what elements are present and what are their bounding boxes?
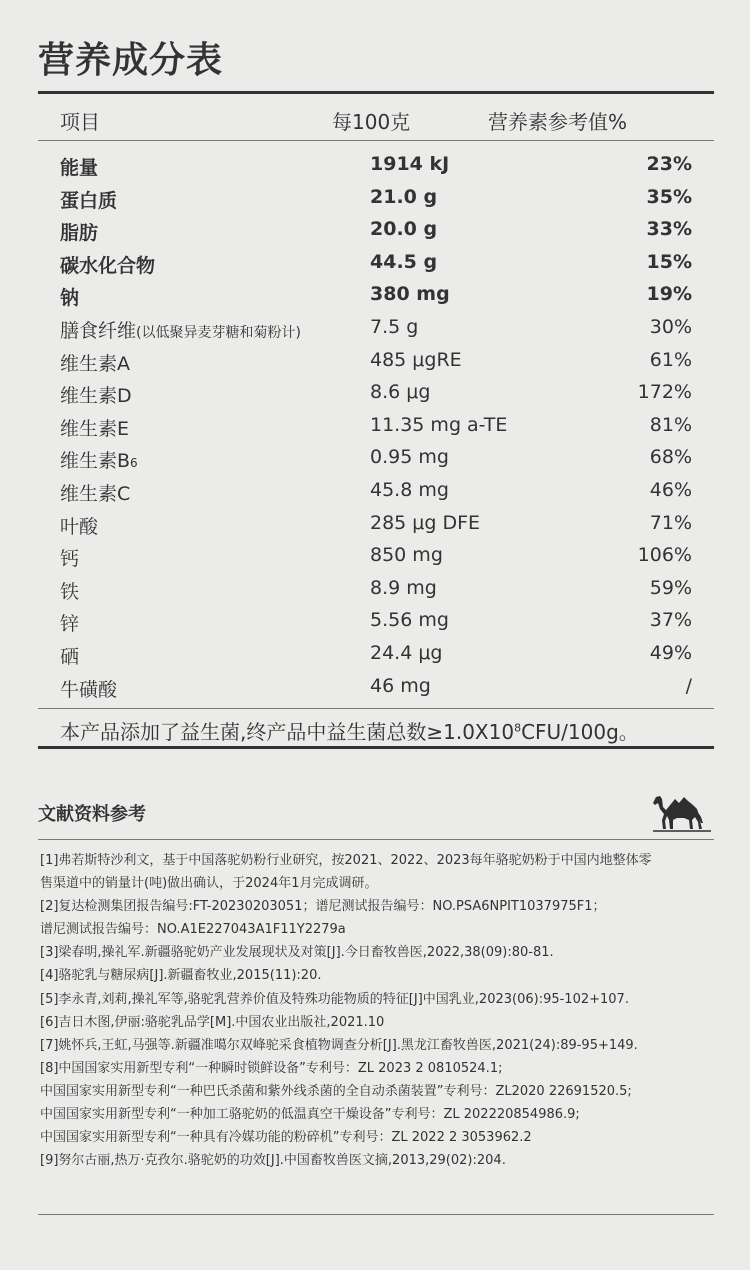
nutrient-nrv: 46%	[649, 478, 692, 501]
nutrient-row	[38, 604, 714, 637]
nutrient-nrv: 81%	[649, 413, 692, 436]
nutrient-row	[38, 213, 714, 246]
nutrient-name-text: 铁	[60, 580, 80, 603]
references-top-rule	[38, 839, 714, 840]
reference-line: 中国国家实用新型专利“一种加工骆驼奶的低温真空干燥设备”专利号：ZL 202220854986.9;	[40, 1107, 580, 1123]
references-bottom-rule	[38, 1214, 714, 1215]
nutrient-amount: 7.5 g	[370, 315, 419, 338]
nutrient-name	[60, 675, 117, 702]
reference-line: [2]复达检测集团报告编号:FT-20230203051；谱尼测试报告编号：NO.PSA6NPIT1037975F1；	[40, 899, 606, 915]
nutrient-name	[60, 218, 98, 245]
nutrient-name	[60, 349, 130, 376]
nutrient-name	[60, 153, 98, 180]
nutrient-amount: 0.95 mg	[370, 446, 449, 469]
nutrient-nrv: 37%	[649, 609, 692, 632]
nutrient-nrv: 30%	[649, 315, 692, 338]
camel-icon	[651, 787, 713, 835]
references-title: 文献资料参考	[38, 804, 146, 825]
nutrient-nrv: 172%	[637, 381, 692, 404]
nutrient-name-text: 能量	[60, 157, 99, 179]
nutrient-name-text: 维生素D	[60, 385, 132, 408]
nutrient-row	[38, 572, 714, 605]
nutrient-list	[38, 148, 714, 702]
nutrient-row	[38, 246, 714, 279]
nutrient-amount: 20.0 g	[370, 218, 438, 241]
nutrient-row	[38, 376, 714, 409]
reference-line: [1]弗若斯特沙利文，基于中国落驼奶粉行业研究，按2021、2022、2023每年骆驼奶粉于中国内地整体零	[40, 853, 652, 868]
nutrient-row	[38, 344, 714, 377]
table-header	[38, 94, 714, 140]
nutrient-name	[60, 186, 117, 213]
nutrient-nrv: 71%	[649, 511, 692, 534]
nutrient-amount: 485 μgRE	[370, 348, 462, 371]
nutrient-amount: 8.6 μg	[370, 381, 431, 404]
reference-line: [7]姚怀兵,王虹,马强等.新疆准噶尔双峰驼采食植物调查分析[J].黑龙江畜牧兽医,2021(24):89-95+149.	[40, 1037, 638, 1053]
nutrient-subscript: 6	[130, 456, 138, 471]
nutrient-name	[60, 609, 79, 636]
nutrient-name-text: 叶酸	[60, 515, 99, 538]
nutrient-name-text: 钙	[60, 548, 80, 571]
nutrient-row	[38, 670, 714, 703]
nutrient-name-text: 碳水化合物	[60, 254, 156, 277]
reference-line: [8]中国国家实用新型专利“一种瞬时锁鲜设备”专利号：ZL 2023 2 0810524.1;	[40, 1060, 503, 1076]
nutrient-nrv: /	[685, 674, 692, 697]
nutrient-amount: 11.35 mg a-TE	[370, 413, 508, 436]
nutrient-note: (以低聚异麦芽糖和菊粉计)	[136, 324, 301, 341]
nutrient-amount: 44.5 g	[370, 250, 438, 273]
footnote-unit: CFU/100g。	[521, 720, 639, 744]
nutrient-name-text: 钠	[60, 287, 80, 310]
header-nrv: 营养素参考值%	[488, 110, 628, 134]
nutrient-amount: 380 mg	[370, 283, 450, 306]
nutrient-nrv: 23%	[646, 153, 692, 175]
reference-line: [6]吉日木图,伊丽:骆驼乳品学[M].中国农业出版社,2021.10	[40, 1014, 385, 1030]
reference-line: [9]努尔古丽,热万·克孜尔.骆驼奶的功效[J].中国畜牧兽医文摘,2013,29(02):204.	[40, 1153, 506, 1169]
nutrient-row	[38, 539, 714, 572]
nutrient-row	[38, 474, 714, 507]
nutrient-name	[60, 642, 79, 669]
nutrient-name	[60, 479, 130, 506]
nutrient-name-text: 维生素B	[60, 450, 131, 473]
nutrient-name	[60, 577, 79, 604]
nutrient-name-text: 脂肪	[60, 222, 99, 245]
nutrient-name-text: 锌	[60, 613, 80, 636]
footnote-exponent: 8	[514, 721, 522, 735]
nutrient-name-text: 维生素A	[60, 352, 130, 375]
header-per100: 每100克	[332, 110, 411, 134]
nutrient-name	[60, 414, 129, 441]
nutrient-name-text: 硒	[60, 645, 80, 668]
reference-line: [4]骆驼乳与糖尿病[J].新疆畜牧业,2015(11):20.	[40, 968, 322, 984]
nutrient-name	[60, 512, 98, 539]
nutrient-nrv: 59%	[649, 576, 692, 599]
probiotic-footnote	[60, 716, 639, 745]
reference-line: 售渠道中的销量计(吨)做出确认，于2024年1月完成调研。	[40, 876, 378, 892]
nutrient-nrv: 68%	[649, 446, 692, 469]
nutrient-row	[38, 148, 714, 181]
reference-line: [3]梁春明,操礼军.新疆骆驼奶产业发展现状及对策[J].今日畜牧兽医,2022,38(09):80-81.	[40, 945, 554, 961]
nutrient-amount: 46 mg	[370, 674, 431, 697]
nutrient-row	[38, 409, 714, 442]
nutrient-row	[38, 311, 714, 344]
table-end-rule	[38, 746, 714, 749]
references-list	[40, 849, 712, 1172]
nutrient-row	[38, 441, 714, 474]
nutrient-amount: 8.9 mg	[370, 576, 437, 599]
nutrient-amount: 45.8 mg	[370, 478, 449, 501]
reference-line: 中国国家实用新型专利“一种具有冷媒功能的粉碎机”专利号：ZL 2022 2 3053962.2	[40, 1130, 532, 1146]
nutrient-name-text: 膳食纤维	[60, 319, 137, 342]
nutrient-nrv: 61%	[649, 348, 692, 371]
nutrient-name	[60, 316, 301, 343]
nutrient-amount: 285 μg DFE	[370, 511, 481, 534]
nutrient-row	[38, 507, 714, 540]
nutrient-name	[60, 381, 132, 408]
nutrient-nrv: 33%	[646, 218, 692, 241]
nutrient-name-text: 维生素E	[60, 417, 130, 440]
nutrient-amount: 5.56 mg	[370, 609, 449, 632]
nutrient-amount: 850 mg	[370, 544, 443, 567]
nutrient-name	[60, 251, 155, 278]
reference-line: [5]李永青,刘莉,操礼军等,骆驼乳营养价值及特殊功能物质的特征[J]中国乳业,2023(06):95-102+107.	[40, 991, 629, 1007]
footnote-text: 本产品添加了益生菌,终产品中益生菌总数≥1.0X10	[60, 720, 515, 744]
nutrient-name	[60, 446, 138, 473]
nutrient-row	[38, 181, 714, 214]
nutrient-name	[60, 544, 79, 571]
nutrient-name	[60, 283, 79, 310]
nutrient-amount: 21.0 g	[370, 185, 438, 208]
nutrient-nrv: 49%	[649, 641, 692, 664]
nutrient-name-text: 蛋白质	[60, 189, 118, 212]
nutrient-nrv: 35%	[646, 185, 692, 208]
table-bottom-divider	[38, 708, 714, 709]
nutrient-row	[38, 637, 714, 670]
reference-line: 中国国家实用新型专利“一种巴氏杀菌和紫外线杀菌的全自动杀菌装置”专利号：ZL2020 22691520.5;	[40, 1083, 632, 1099]
nutrient-nrv: 19%	[646, 283, 692, 306]
nutrient-row	[38, 278, 714, 311]
nutrient-name-text: 维生素C	[60, 482, 131, 505]
nutrient-name-text: 牛磺酸	[60, 678, 118, 701]
header-item: 项目	[60, 110, 100, 134]
nutrient-amount: 1914 kJ	[370, 153, 450, 175]
reference-line: 谱尼测试报告编号：NO.A1E227043A1F11Y2279a	[40, 922, 346, 938]
nutrient-amount: 24.4 μg	[370, 641, 443, 664]
nutrient-nrv: 106%	[637, 544, 692, 567]
nutrient-nrv: 15%	[646, 250, 692, 273]
page-title: 营养成分表	[38, 40, 224, 81]
header-divider	[38, 140, 714, 141]
